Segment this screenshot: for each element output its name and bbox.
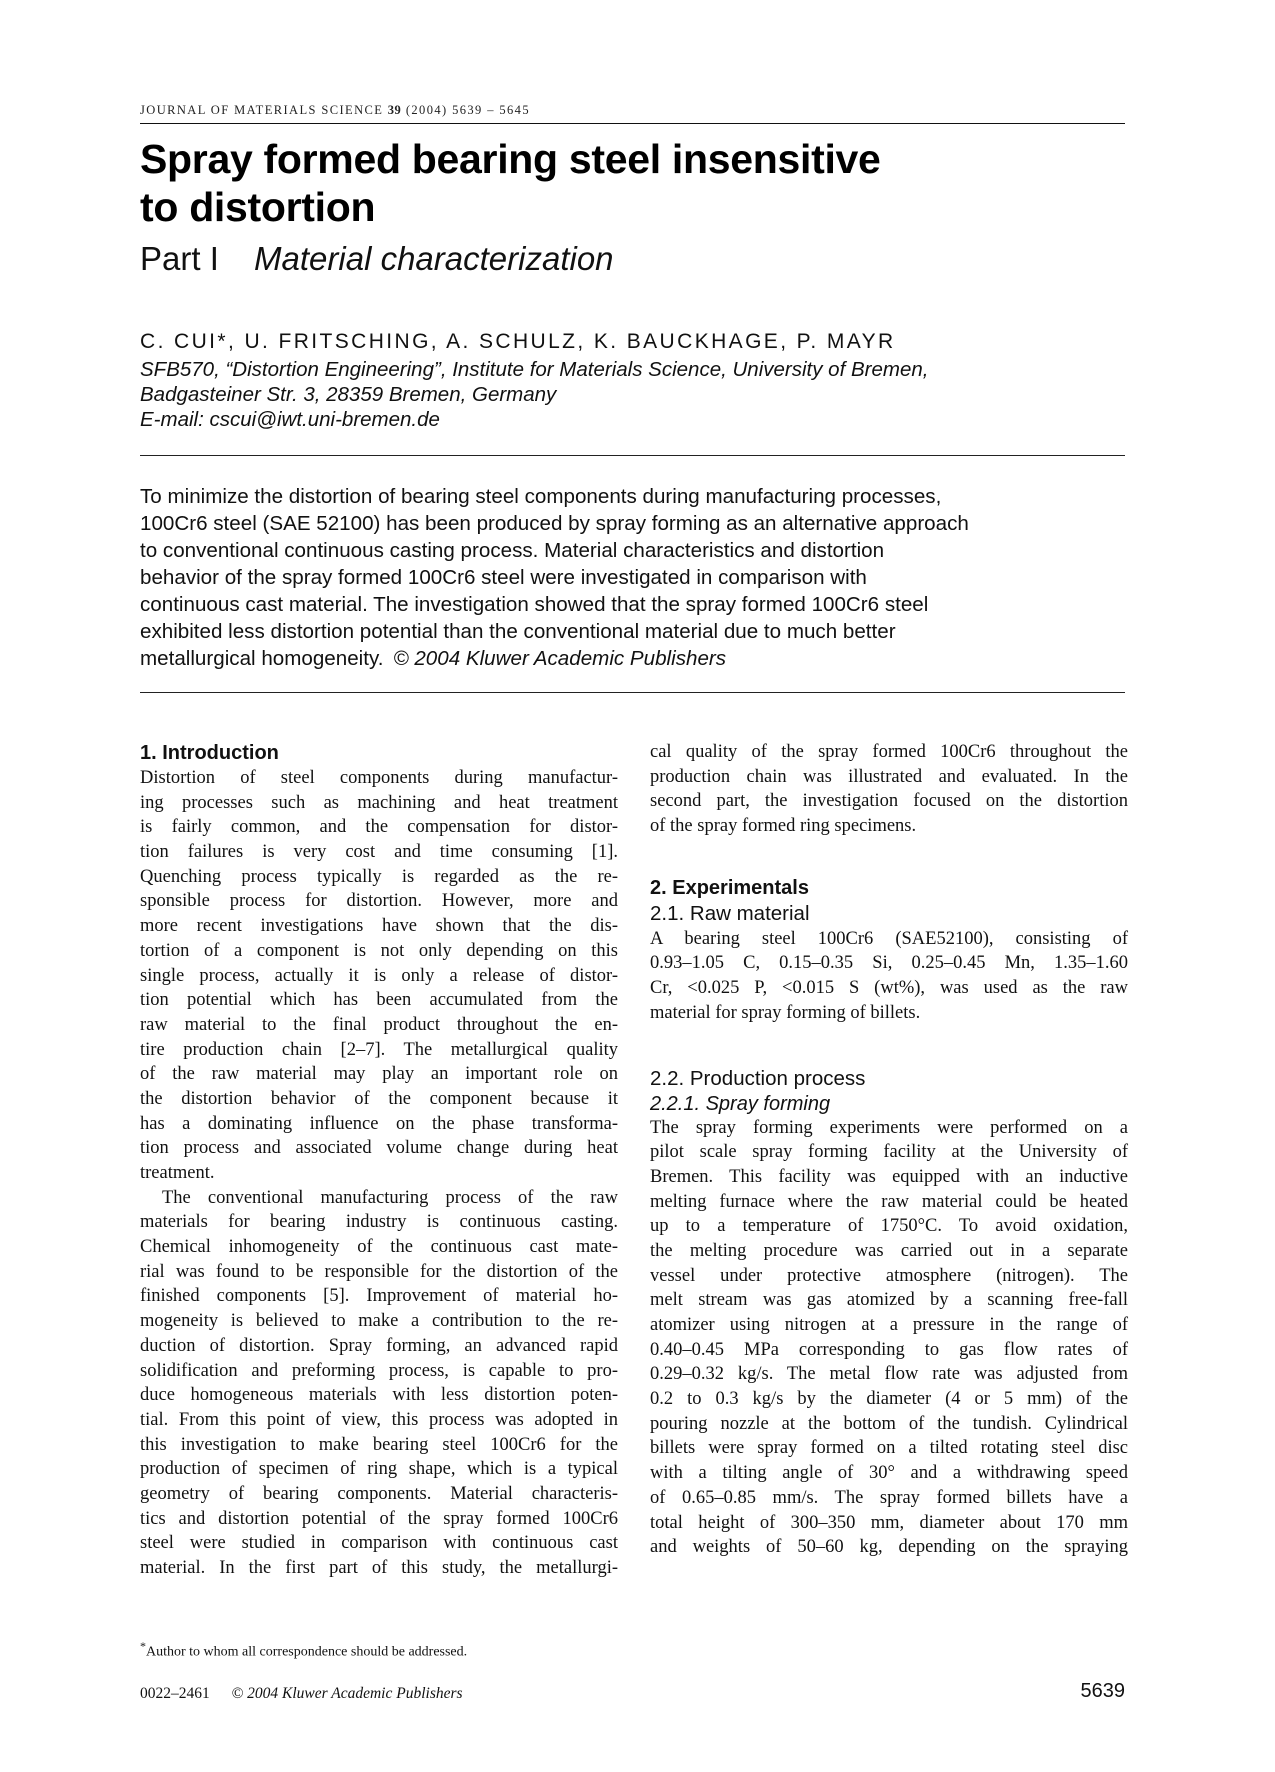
text-line: 0.93–1.05 C, 0.15–0.35 Si, 0.25–0.45 Mn, 1.35–1.60 (650, 953, 1128, 974)
text-line: 0.29–0.32 kg/s. The metal flow rate was adjusted from (650, 1364, 1128, 1385)
page-number: 5639 (1080, 1680, 1125, 1702)
abstract-line: To minimize the distortion of bearing steel components during manufacturing processes, (140, 485, 942, 508)
text-line: more recent investigations have shown that the dis- (140, 916, 618, 937)
text-line: treatment. (140, 1163, 215, 1183)
text-line: of 0.65–0.85 mm/s. The spray formed billets have a (650, 1487, 1128, 1508)
text-line: duce homogeneous materials with less distortion poten- (140, 1385, 618, 1406)
text-line: single process, actually it is only a release of distor- (140, 965, 618, 986)
text-line: steel were studied in comparison with continuous cast (140, 1533, 618, 1554)
journal-volume: 39 (387, 103, 402, 117)
text-line: atomizer using nitrogen at a pressure in the range of (650, 1315, 1128, 1335)
abstract-line: exhibited less distortion potential than the conventional material due to much better (140, 620, 896, 643)
affiliation (140, 357, 1125, 432)
text-line: materials for bearing industry is continuous casting. (140, 1212, 618, 1233)
text-line: 0.40–0.45 MPa corresponding to gas flow rates of (650, 1339, 1128, 1360)
text-line: sponsible process for distortion. However, more and (140, 891, 618, 912)
text-line: material. In the first part of this study, the metallurgi- (140, 1558, 618, 1578)
text-line: Distortion of steel components during manufactur- (140, 768, 618, 788)
text-line: mogeneity is believed to make a contribution to the re- (140, 1311, 618, 1332)
text-line: The conventional manufacturing process of the raw (162, 1187, 618, 1208)
text-line: tion potential which has been accumulated from the (140, 990, 618, 1011)
text-line: second part, the investigation focused on the distortion (650, 791, 1128, 812)
text-line: production chain was illustrated and evaluated. In the (650, 766, 1128, 787)
text-line: with a tilting angle of 30° and a withdrawing speed (650, 1463, 1128, 1484)
text-line: of the spray formed ring specimens. (650, 816, 917, 837)
text-line: vessel under protective atmosphere (nitrogen). The (650, 1265, 1128, 1286)
intro-paragraph-2 (140, 1186, 618, 1581)
spray-forming-paragraph (650, 1116, 1128, 1560)
paper-title (140, 135, 1125, 231)
title-line: to distortion (140, 184, 376, 230)
subtitle-text: Material characterization (254, 240, 614, 277)
text-line: tial. From this point of view, this process was adopted in (140, 1409, 618, 1430)
abstract-line-text: metallurgical homogeneity. (140, 647, 384, 670)
affiliation-line: SFB570, “Distortion Engineering”, Institute for Materials Science, University of Bremen, (140, 358, 929, 381)
abstract-line: 100Cr6 steel (SAE 52100) has been produced by spray forming as an alternative approach (140, 512, 969, 535)
text-line: tion process and associated volume change during heat (140, 1138, 618, 1159)
text-line: tics and distortion potential of the spray formed 100Cr6 (140, 1508, 618, 1529)
text-line: up to a temperature of 1750°C. To avoid oxidation, (650, 1216, 1128, 1237)
text-line: raw material to the final product throughout the en- (140, 1014, 618, 1035)
text-line: material for spray forming of billets. (650, 1002, 921, 1023)
paper-subtitle (140, 240, 614, 278)
text-line: duction of distortion. Spray forming, an advanced rapid (140, 1335, 618, 1356)
running-head (140, 103, 1125, 118)
text-line: this investigation to make bearing steel 100Cr6 for the (140, 1434, 618, 1455)
raw-material-paragraph (650, 927, 1128, 1026)
text-line: finished components [5]. Improvement of material ho- (140, 1286, 618, 1307)
text-line: tire production chain [2–7]. The metallurgical quality (140, 1039, 618, 1060)
footnote-text: Author to whom all correspondence should be addressed. (146, 1644, 468, 1660)
abstract-line: to conventional continuous casting process. Material characteristics and distortion (140, 539, 885, 562)
text-line: The spray forming experiments were performed on a (650, 1117, 1128, 1138)
section-heading-experimentals: 2. Experimentals (650, 876, 809, 899)
author-list: C. CUI*, U. FRITSCHING, A. SCHULZ, K. BAUCKHAGE, P. MAYR (140, 330, 896, 353)
footnote-mark: * (140, 1639, 146, 1653)
text-line: ing processes such as machining and heat treatment (140, 792, 618, 813)
abstract-copyright: © 2004 Kluwer Academic Publishers (393, 647, 727, 670)
text-line: production of specimen of ring shape, which is a typical (140, 1459, 618, 1480)
abstract-line (140, 645, 1125, 672)
header-rule (140, 123, 1125, 124)
text-line: Bremen. This facility was equipped with an inductive (650, 1166, 1128, 1187)
section-heading-introduction: 1. Introduction (140, 742, 279, 764)
text-line: total height of 300–350 mm, diameter about 170 mm (650, 1512, 1128, 1533)
abstract (140, 483, 1125, 672)
text-line: solidification and preforming process, is capable to pro- (140, 1360, 618, 1381)
abstract-top-rule (140, 455, 1125, 456)
text-line: the melting procedure was carried out in a separate (650, 1240, 1128, 1261)
text-line: the distortion behavior of the component because it (140, 1088, 618, 1109)
text-line: A bearing steel 100Cr6 (SAE52100), consisting of (650, 928, 1128, 949)
affiliation-line: Badgasteiner Str. 3, 28359 Bremen, Germany (140, 383, 557, 406)
intro-paragraph-1 (140, 766, 618, 1186)
text-line: and weights of 50–60 kg, depending on the spraying (650, 1537, 1128, 1558)
abstract-bottom-rule (140, 692, 1125, 693)
text-line: melting furnace where the raw material could be heated (650, 1191, 1128, 1212)
text-line: Quenching process typically is regarded as the re- (140, 866, 618, 887)
text-line: Cr, <0.025 P, <0.015 S (wt%), was used as the raw (650, 978, 1128, 999)
text-line: tion failures is very cost and time consuming [1]. (140, 842, 618, 863)
text-line: Chemical inhomogeneity of the continuous cast mate- (140, 1237, 618, 1258)
title-line: Spray formed bearing steel insensitive (140, 136, 881, 182)
text-line: has a dominating influence on the phase transforma- (140, 1113, 618, 1134)
text-line: geometry of bearing components. Material characteris- (140, 1483, 618, 1504)
subsubsection-heading-spray-forming: 2.2.1. Spray forming (650, 1092, 831, 1115)
footer-issn: 0022–2461 (140, 1685, 210, 1702)
abstract-line: behavior of the spray formed 100Cr6 steel were investigated in comparison with (140, 566, 867, 589)
journal-name: JOURNAL OF MATERIALS SCIENCE (140, 103, 384, 117)
text-line: melt stream was gas atomized by a scanning free-fall (650, 1290, 1128, 1311)
text-line: pilot scale spray forming facility at the University of (650, 1142, 1128, 1163)
text-line: tortion of a component is not only depending on this (140, 940, 618, 961)
footnote (140, 1639, 467, 1661)
abstract-line: continuous cast material. The investigation showed that the spray formed 100Cr6 steel (140, 593, 929, 616)
text-line: 0.2 to 0.3 kg/s by the diameter (4 or 5 mm) of the (650, 1389, 1128, 1410)
subtitle-part: Part I (140, 240, 219, 277)
subsection-heading-production-process: 2.2. Production process (650, 1066, 866, 1090)
contact-email: E-mail: cscui@iwt.uni-bremen.de (140, 408, 440, 431)
footer-copyright: © 2004 Kluwer Academic Publishers (231, 1685, 463, 1702)
left-column (140, 740, 618, 1581)
text-line: rial was found to be responsible for the distortion of the (140, 1261, 618, 1282)
text-line: is fairly common, and the compensation for distor- (140, 817, 618, 838)
intro-paragraph-continued (650, 740, 1128, 839)
subsection-heading-raw-material: 2.1. Raw material (650, 901, 810, 925)
text-line: cal quality of the spray formed 100Cr6 throughout the (650, 742, 1128, 762)
footer-left (140, 1685, 463, 1703)
text-line: pouring nozzle at the bottom of the tundish. Cylindrical (650, 1413, 1128, 1434)
right-column (650, 740, 1128, 1560)
text-line: billets were spray formed on a tilted rotating steel disc (650, 1438, 1128, 1459)
journal-year-pages: (2004) 5639 – 5645 (405, 103, 530, 117)
text-line: of the raw material may play an important role on (140, 1064, 618, 1085)
